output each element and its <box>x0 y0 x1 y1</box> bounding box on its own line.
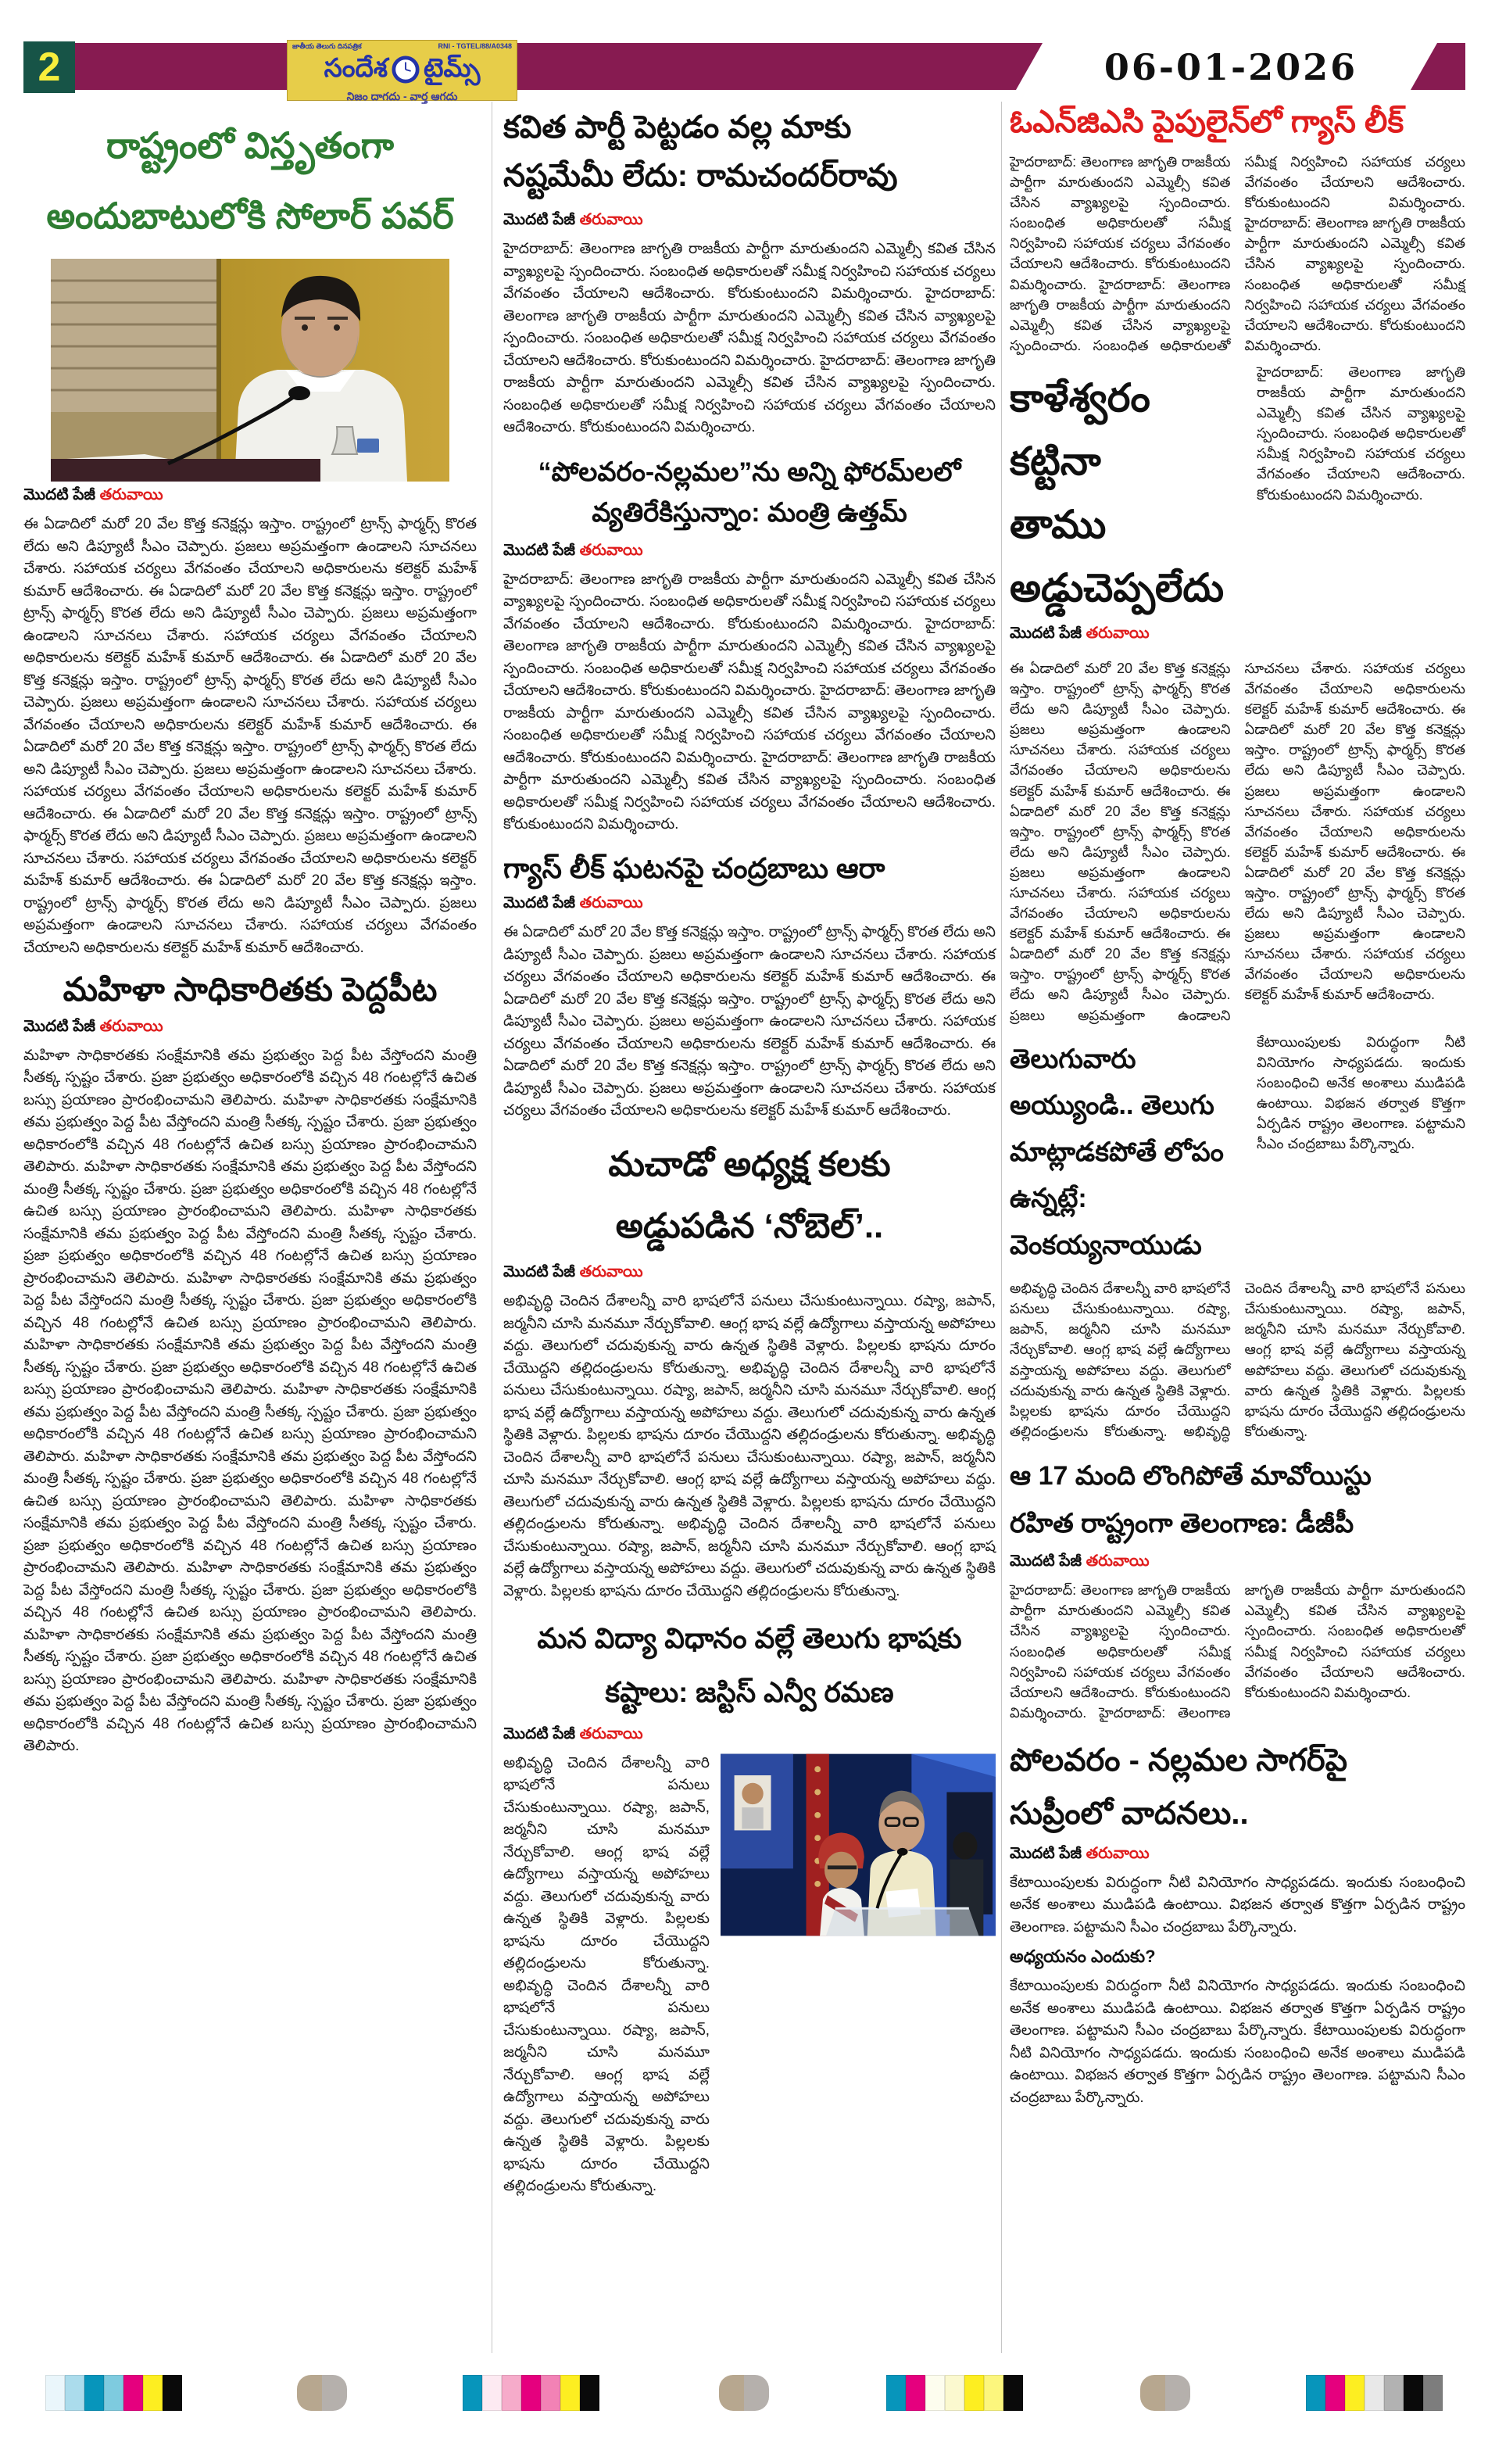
story-body: హైదరాబాద్: తెలంగాణ జాగృతి రాజకీయ పార్టీగా మారుతుందని ఎమ్మెల్సీ కవిత చేసిన వ్యాఖ్యలపై స్పందించారు. సంబంధిత అధికారులతో సమీక్ష నిర్వహించి సహాయక చర్యలు వేగవంతం చేయాలని ఆదేశించారు. కోరుకుంటుందని విమర్శించారు. హైదరాబాద్: తెలంగాణ జాగృతి రాజకీయ పార్టీగా మారుతుందని ఎమ్మెల్సీ కవిత చేసిన వ్యాఖ్యలపై స్పందించారు. సంబంధిత అధికారులతో సమీక్ష నిర్వహించి సహాయక చర్యలు వేగవంతం చేయాలని ఆదేశించారు. కోరుకుంటుందని విమర్శించారు. <box>1010 1582 1465 1721</box>
photo-justice-ramana-speech <box>721 1753 996 2198</box>
story-body: ఈ ఏడాదిలో మరో 20 వేల కొత్త కనెక్షన్లు ఇస్తాం. రాష్ట్రంలో ట్రాన్స్ ఫార్మర్స్ కొరత లేదు అని డిప్యూటీ సీఎం చెప్పారు. ప్రజలు అప్రమత్తంగా ఉండాలని సూచనలు చేశారు. సహాయక చర్యలు వేగవంతం చేయాలని అధికారులను కలెక్టర్ మహేశ్ కుమార్ ఆదేశించారు. ఈ ఏడాదిలో మరో 20 వేల కొత్త కనెక్షన్లు ఇస్తాం. రాష్ట్రంలో ట్రాన్స్ ఫార్మర్స్ కొరత లేదు అని డిప్యూటీ సీఎం చెప్పారు. ప్రజలు అప్రమత్తంగా ఉండాలని సూచనలు చేశారు. సహాయక చర్యలు వేగవంతం చేయాలని అధికారులను కలెక్టర్ మహేశ్ కుమార్ ఆదేశించారు. ఈ ఏడాదిలో మరో 20 వేల కొత్త కనెక్షన్లు ఇస్తాం. రాష్ట్రంలో ట్రాన్స్ ఫార్మర్స్ కొరత లేదు అని డిప్యూటీ సీఎం చెప్పారు. ప్రజలు అప్రమత్తంగా ఉండాలని సూచనలు చేశారు. సహాయక చర్యలు వేగవంతం చేయాలని అధికారులను కలెక్టర్ మహేశ్ కుమార్ ఆదేశించారు. ఈ ఏడాదిలో మరో 20 వేల కొత్త కనెక్షన్లు ఇస్తాం. రాష్ట్రంలో ట్రాన్స్ ఫార్మర్స్ కొరత లేదు అని డిప్యూటీ సీఎం చెప్పారు. ప్రజలు అప్రమత్తంగా ఉండాలని సూచనలు చేశారు. సహాయక చర్యలు వేగవంతం చేయాలని అధికారులను కలెక్టర్ మహేశ్ కుమార్ ఆదేశించారు. ఈ ఏడాదిలో మరో 20 వేల కొత్త కనెక్షన్లు ఇస్తాం. రాష్ట్రంలో ట్రాన్స్ ఫార్మర్స్ కొరత లేదు అని డిప్యూటీ సీఎం చెప్పారు. ప్రజలు అప్రమత్తంగా ఉండాలని సూచనలు చేశారు. సహాయక చర్యలు వేగవంతం చేయాలని అధికారులను కలెక్టర్ మహేశ్ కుమార్ ఆదేశించారు. <box>1010 660 1465 1023</box>
continued-from-page1-tag: మొదటి పేజీ తరువాయి <box>503 1263 643 1281</box>
story-body: కేటాయింపులకు విరుద్ధంగా నీటి వినియోగం సాధ్యపడదు. ఇందుకు సంబంధించి అనేక అంశాలు ముడిపడి ఉంటాయి. విభజన తర్వాత కొత్తగా ఏర్పడిన రాష్ట్రం తెలంగాణ. పట్టామని సీఎం చంద్రబాబు పేర్కొన్నారు. కేటాయింపులకు విరుద్ధంగా నీటి వినియోగం సాధ్యపడదు. ఇందుకు సంబంధించి అనేక అంశాలు ముడిపడి ఉంటాయి. విభజన తర్వాత కొత్తగా ఏర్పడిన రాష్ట్రం తెలంగాణ. పట్టామని సీఎం చంద్రబాబు పేర్కొన్నారు. <box>1010 1978 1465 2106</box>
story-telugu-education <box>503 1612 996 2198</box>
column-right <box>1010 100 1465 2109</box>
photo-deputy-cm-speech <box>51 259 477 482</box>
page-date: 06-01-2026 <box>1103 46 1358 88</box>
headline-venkaiah-telugu: తెలుగువారు అయ్యుండి.. తెలుగు మాట్లాడకపోతే లోపం ఉన్నట్లే: వెంకయ్యనాయుడు <box>1010 1044 1224 1260</box>
story-body: ఈ ఏడాదిలో మరో 20 వేల కొత్త కనెక్షన్లు ఇస్తాం. రాష్ట్రంలో ట్రాన్స్ ఫార్మర్స్ కొరత లేదు అని డిప్యూటీ సీఎం చెప్పారు. ప్రజలు అప్రమత్తంగా ఉండాలని సూచనలు చేశారు. సహాయక చర్యలు వేగవంతం చేయాలని అధికారులను కలెక్టర్ మహేశ్ కుమార్ ఆదేశించారు. ఈ ఏడాదిలో మరో 20 వేల కొత్త కనెక్షన్లు ఇస్తాం. రాష్ట్రంలో ట్రాన్స్ ఫార్మర్స్ కొరత లేదు అని డిప్యూటీ సీఎం చెప్పారు. ప్రజలు అప్రమత్తంగా ఉండాలని సూచనలు చేశారు. సహాయక చర్యలు వేగవంతం చేయాలని అధికారులను కలెక్టర్ మహేశ్ కుమార్ ఆదేశించారు. ఈ ఏడాదిలో మరో 20 వేల కొత్త కనెక్షన్లు ఇస్తాం. రాష్ట్రంలో ట్రాన్స్ ఫార్మర్స్ కొరత లేదు అని డిప్యూటీ సీఎం చెప్పారు. ప్రజలు అప్రమత్తంగా ఉండాలని సూచనలు చేశారు. సహాయక చర్యలు వేగవంతం చేయాలని అధికారులను కలెక్టర్ మహేశ్ కుమార్ ఆదేశించారు. <box>503 924 996 1119</box>
story-kaleshwaram <box>1010 362 1465 1026</box>
headline-kavitha-party: కవిత పార్టీ పెట్టడం వల్ల మాకు నష్టమేమీ లేదు: రామచందర్‌రావు <box>503 110 898 193</box>
story-body: మహిళా సాధికారతకు సంక్షేమానికి తమ ప్రభుత్వం పెద్ద పీట వేస్తోందని మంత్రి సీతక్క స్పష్టం చేశారు. ప్రజా ప్రభుత్వం అధికారంలోకి వచ్చిన 48 గంటల్లోనే ఉచిత బస్సు ప్రయాణం ప్రారంభించామని తెలిపారు. మహిళా సాధికారతకు సంక్షేమానికి తమ ప్రభుత్వం పెద్ద పీట వేస్తోందని మంత్రి సీతక్క స్పష్టం చేశారు. ప్రజా ప్రభుత్వం అధికారంలోకి వచ్చిన 48 గంటల్లోనే ఉచిత బస్సు ప్రయాణం ప్రారంభించామని తెలిపారు. మహిళా సాధికారతకు సంక్షేమానికి తమ ప్రభుత్వం పెద్ద పీట వేస్తోందని మంత్రి సీతక్క స్పష్టం చేశారు. ప్రజా ప్రభుత్వం అధికారంలోకి వచ్చిన 48 గంటల్లోనే ఉచిత బస్సు ప్రయాణం ప్రారంభించామని తెలిపారు. మహిళా సాధికారతకు సంక్షేమానికి తమ ప్రభుత్వం పెద్ద పీట వేస్తోందని మంత్రి సీతక్క స్పష్టం చేశారు. ప్రజా ప్రభుత్వం అధికారంలోకి వచ్చిన 48 గంటల్లోనే ఉచిత బస్సు ప్రయాణం ప్రారంభించామని తెలిపారు. మహిళా సాధికారతకు సంక్షేమానికి తమ ప్రభుత్వం పెద్ద పీట వేస్తోందని మంత్రి సీతక్క స్పష్టం చేశారు. ప్రజా ప్రభుత్వం అధికారంలోకి వచ్చిన 48 గంటల్లోనే ఉచిత బస్సు ప్రయాణం ప్రారంభించామని తెలిపారు. మహిళా సాధికారతకు సంక్షేమానికి తమ ప్రభుత్వం పెద్ద పీట వేస్తోందని మంత్రి సీతక్క స్పష్టం చేశారు. ప్రజా ప్రభుత్వం అధికారంలోకి వచ్చిన 48 గంటల్లోనే ఉచిత బస్సు ప్రయాణం ప్రారంభించామని తెలిపారు. మహిళా సాధికారతకు సంక్షేమానికి తమ ప్రభుత్వం పెద్ద పీట వేస్తోందని మంత్రి సీతక్క స్పష్టం చేశారు. ప్రజా ప్రభుత్వం అధికారంలోకి వచ్చిన 48 గంటల్లోనే ఉచిత బస్సు ప్రయాణం ప్రారంభించామని తెలిపారు. మహిళా సాధికారతకు సంక్షేమానికి తమ ప్రభుత్వం పెద్ద పీట వేస్తోందని మంత్రి సీతక్క స్పష్టం చేశారు. ప్రజా ప్రభుత్వం అధికారంలోకి వచ్చిన 48 గంటల్లోనే ఉచిత బస్సు ప్రయాణం ప్రారంభించామని తెలిపారు. మహిళా సాధికారతకు సంక్షేమానికి తమ ప్రభుత్వం పెద్ద పీట వేస్తోందని మంత్రి సీతక్క స్పష్టం చేశారు. ప్రజా ప్రభుత్వం అధికారంలోకి వచ్చిన 48 గంటల్లోనే ఉచిత బస్సు ప్రయాణం ప్రారంభించామని తెలిపారు. మహిళా సాధికారతకు సంక్షేమానికి తమ ప్రభుత్వం పెద్ద పీట వేస్తోందని మంత్రి సీతక్క స్పష్టం చేశారు. ప్రజా ప్రభుత్వం అధికారంలోకి వచ్చిన 48 గంటల్లోనే ఉచిత బస్సు ప్రయాణం ప్రారంభించామని తెలిపారు. మహిళా సాధికారతకు సంక్షేమానికి తమ ప్రభుత్వం పెద్ద పీట వేస్తోందని మంత్రి సీతక్క స్పష్టం చేశారు. ప్రజా ప్రభుత్వం అధికారంలోకి వచ్చిన 48 గంటల్లోనే ఉచిత బస్సు ప్రయాణం ప్రారంభించామని తెలిపారు. మహిళా సాధికారతకు సంక్షేమానికి తమ ప్రభుత్వం పెద్ద పీట వేస్తోందని మంత్రి సీతక్క స్పష్టం చేశారు. ప్రజా ప్రభుత్వం అధికారంలోకి వచ్చిన 48 గంటల్లోనే ఉచిత బస్సు ప్రయాణం ప్రారంభించామని తెలిపారు. <box>23 1047 477 1755</box>
continued-from-page1-tag: మొదటి పేజీ తరువాయి <box>503 541 643 559</box>
story-maoist-dgp <box>1010 1452 1465 1723</box>
story-body: హైదరాబాద్: తెలంగాణ జాగృతి రాజకీయ పార్టీగా మారుతుందని ఎమ్మెల్సీ కవిత చేసిన వ్యాఖ్యలపై స్పందించారు. సంబంధిత అధికారులతో సమీక్ష నిర్వహించి సహాయక చర్యలు వేగవంతం చేయాలని ఆదేశించారు. కోరుకుంటుందని విమర్శించారు. <box>1257 364 1465 503</box>
masthead-rni-number: RNI - TGTEL/88/A0348 <box>438 42 512 50</box>
subhead-why-study: అధ్యయనం ఎందుకు? <box>1010 1946 1156 1967</box>
continued-from-page1-tag: మొదటి పేజీ తరువాయి <box>23 486 163 504</box>
story-body: అభివృద్ధి చెందిన దేశాలన్నీ వారి భాషలోనే పనులు చేసుకుంటున్నాయి. రష్యా, జపాన్, జర్మనీని చూసి మనమూ నేర్చుకోవాలి. ఆంగ్ల భాష వల్లే ఉద్యోగాలు వస్తాయన్న అపోహలు వద్దు. తెలుగులో చదువుకున్న వారు ఉన్నత స్థితికి వెళ్లారు. పిల్లలకు భాషను దూరం చేయొద్దని తల్లిదండ్రులను కోరుతున్నా. అభివృద్ధి చెందిన దేశాలన్నీ వారి భాషలోనే పనులు చేసుకుంటున్నాయి. రష్యా, జపాన్, జర్మనీని చూసి మనమూ నేర్చుకోవాలి. ఆంగ్ల భాష వల్లే ఉద్యోగాలు వస్తాయన్న అపోహలు వద్దు. తెలుగులో చదువుకున్న వారు ఉన్నత స్థితికి వెళ్లారు. పిల్లలకు భాషను దూరం చేయొద్దని తల్లిదండ్రులను కోరుతున్నా. <box>503 1754 710 2195</box>
registration-marker <box>297 2375 347 2411</box>
story-polavaram-supreme-court <box>1010 1734 1465 2110</box>
page-header <box>23 41 1465 102</box>
story-body: హైదరాబాద్: తెలంగాణ జాగృతి రాజకీయ పార్టీగా మారుతుందని ఎమ్మెల్సీ కవిత చేసిన వ్యాఖ్యలపై స్పందించారు. సంబంధిత అధికారులతో సమీక్ష నిర్వహించి సహాయక చర్యలు వేగవంతం చేయాలని ఆదేశించారు. కోరుకుంటుందని విమర్శించారు. హైదరాబాద్: తెలంగాణ జాగృతి రాజకీయ పార్టీగా మారుతుందని ఎమ్మెల్సీ కవిత చేసిన వ్యాఖ్యలపై స్పందించారు. సంబంధిత అధికారులతో సమీక్ష నిర్వహించి సహాయక చర్యలు వేగవంతం చేయాలని ఆదేశించారు. కోరుకుంటుందని విమర్శించారు. హైదరాబాద్: తెలంగాణ జాగృతి రాజకీయ పార్టీగా మారుతుందని ఎమ్మెల్సీ కవిత చేసిన వ్యాఖ్యలపై స్పందించారు. సంబంధిత అధికారులతో సమీక్ష నిర్వహించి సహాయక చర్యలు వేగవంతం చేయాలని ఆదేశించారు. కోరుకుంటుందని విమర్శించారు. హైదరాబాద్: తెలంగాణ జాగృతి రాజకీయ పార్టీగా మారుతుందని ఎమ్మెల్సీ కవిత చేసిన వ్యాఖ్యలపై స్పందించారు. సంబంధిత అధికారులతో సమీక్ష నిర్వహించి సహాయక చర్యలు వేగవంతం చేయాలని ఆదేశించారు. కోరుకుంటుందని విమర్శించారు. <box>503 571 996 833</box>
column-middle <box>503 100 996 2198</box>
clock-icon <box>392 56 420 88</box>
story-body: అభివృద్ధి చెందిన దేశాలన్నీ వారి భాషలోనే పనులు చేసుకుంటున్నాయి. రష్యా, జపాన్, జర్మనీని చూసి మనమూ నేర్చుకోవాలి. ఆంగ్ల భాష వల్లే ఉద్యోగాలు వస్తాయన్న అపోహలు వద్దు. తెలుగులో చదువుకున్న వారు ఉన్నత స్థితికి వెళ్లారు. పిల్లలకు భాషను దూరం చేయొద్దని తల్లిదండ్రులను కోరుతున్నా. అభివృద్ధి చెందిన దేశాలన్నీ వారి భాషలోనే పనులు చేసుకుంటున్నాయి. రష్యా, జపాన్, జర్మనీని చూసి మనమూ నేర్చుకోవాలి. ఆంగ్ల భాష వల్లే ఉద్యోగాలు వస్తాయన్న అపోహలు వద్దు. తెలుగులో చదువుకున్న వారు ఉన్నత స్థితికి వెళ్లారు. పిల్లలకు భాషను దూరం చేయొద్దని తల్లిదండ్రులను కోరుతున్నా. <box>1010 1280 1465 1439</box>
story-kavitha-party <box>503 103 996 439</box>
continued-from-page1-tag: మొదటి పేజీ తరువాయి <box>23 1017 163 1035</box>
registration-marker <box>1140 2375 1190 2411</box>
headline-machado-nobel: మచాడో అధ్యక్ష కలకు అడ్డుపడిన ‘నోబెల్’.. <box>608 1144 891 1245</box>
continued-from-page1-tag: మొదటి పేజీ తరువాయి <box>1010 1844 1150 1862</box>
headline-solar-power: రాష్ట్రంలో విస్తృతంగా అందుబాటులోకి సోలార్ పవర్ <box>46 125 454 236</box>
continued-from-page1-tag: మొదటి పేజీ తరువాయి <box>1010 1553 1150 1570</box>
story-women-empowerment <box>23 969 477 1758</box>
masthead-tagline: నిజం దాగదు - వార్త ఆగదు <box>346 90 458 102</box>
story-polavaram-forums <box>503 452 996 836</box>
masthead-title-right: టైమ్స్ <box>424 53 481 82</box>
print-color-calibration-bars <box>0 2375 1488 2412</box>
color-swatch-group <box>1306 2375 1443 2411</box>
headline-kaleshwaram: కాళేశ్వరం కట్టినా తాము అడ్డుచెప్పలేదు <box>1010 375 1224 610</box>
color-swatch-group <box>45 2375 182 2411</box>
column-left <box>23 100 477 1758</box>
story-body: కేటాయింపులకు విరుద్ధంగా నీటి వినియోగం సాధ్యపడదు. ఇందుకు సంబంధించి అనేక అంశాలు ముడిపడి ఉంటాయి. విభజన తర్వాత కొత్తగా ఏర్పడిన రాష్ట్రం తెలంగాణ. పట్టామని సీఎం చంద్రబాబు పేర్కొన్నారు. <box>1010 1874 1465 1936</box>
color-swatch-group <box>463 2375 599 2411</box>
story-solar-power <box>23 111 477 959</box>
headline-ongc-gas-leak: ఓఎన్‌జిఎసి పైపులైన్‌లో గ్యాస్ లీక్ <box>1010 105 1404 139</box>
story-gas-leak-chandrababu <box>503 849 996 1123</box>
story-body: ఈ ఏడాదిలో మరో 20 వేల కొత్త కనెక్షన్లు ఇస్తాం. రాష్ట్రంలో ట్రాన్స్ ఫార్మర్స్ కొరత లేదు అని డిప్యూటీ సీఎం చెప్పారు. ప్రజలు అప్రమత్తంగా ఉండాలని సూచనలు చేశారు. సహాయక చర్యలు వేగవంతం చేయాలని అధికారులను కలెక్టర్ మహేశ్ కుమార్ ఆదేశించారు. ఈ ఏడాదిలో మరో 20 వేల కొత్త కనెక్షన్లు ఇస్తాం. రాష్ట్రంలో ట్రాన్స్ ఫార్మర్స్ కొరత లేదు అని డిప్యూటీ సీఎం చెప్పారు. ప్రజలు అప్రమత్తంగా ఉండాలని సూచనలు చేశారు. సహాయక చర్యలు వేగవంతం చేయాలని అధికారులను కలెక్టర్ మహేశ్ కుమార్ ఆదేశించారు. ఈ ఏడాదిలో మరో 20 వేల కొత్త కనెక్షన్లు ఇస్తాం. రాష్ట్రంలో ట్రాన్స్ ఫార్మర్స్ కొరత లేదు అని డిప్యూటీ సీఎం చెప్పారు. ప్రజలు అప్రమత్తంగా ఉండాలని సూచనలు చేశారు. సహాయక చర్యలు వేగవంతం చేయాలని అధికారులను కలెక్టర్ మహేశ్ కుమార్ ఆదేశించారు. ఈ ఏడాదిలో మరో 20 వేల కొత్త కనెక్షన్లు ఇస్తాం. రాష్ట్రంలో ట్రాన్స్ ఫార్మర్స్ కొరత లేదు అని డిప్యూటీ సీఎం చెప్పారు. ప్రజలు అప్రమత్తంగా ఉండాలని సూచనలు చేశారు. సహాయక చర్యలు వేగవంతం చేయాలని అధికారులను కలెక్టర్ మహేశ్ కుమార్ ఆదేశించారు. ఈ ఏడాదిలో మరో 20 వేల కొత్త కనెక్షన్లు ఇస్తాం. రాష్ట్రంలో ట్రాన్స్ ఫార్మర్స్ కొరత లేదు అని డిప్యూటీ సీఎం చెప్పారు. ప్రజలు అప్రమత్తంగా ఉండాలని సూచనలు చేశారు. సహాయక చర్యలు వేగవంతం చేయాలని అధికారులను కలెక్టర్ మహేశ్ కుమార్ ఆదేశించారు. ఈ ఏడాదిలో మరో 20 వేల కొత్త కనెక్షన్లు ఇస్తాం. రాష్ట్రంలో ట్రాన్స్ ఫార్మర్స్ కొరత లేదు అని డిప్యూటీ సీఎం చెప్పారు. ప్రజలు అప్రమత్తంగా ఉండాలని సూచనలు చేశారు. సహాయక చర్యలు వేగవంతం చేయాలని అధికారులను కలెక్టర్ మహేశ్ కుమార్ ఆదేశించారు. <box>23 516 477 956</box>
story-venkaiah-telugu <box>1010 1032 1465 1442</box>
headline-polavaram-supreme-court: పోలవరం - నల్లమల సాగర్‌పై సుప్రీంలో వాదనలు.. <box>1010 1742 1348 1831</box>
headline-women-empowerment: మహిళా సాధికారితకు పెద్దపీట <box>63 971 438 1008</box>
registration-marker <box>719 2375 769 2411</box>
story-body: హైదరాబాద్: తెలంగాణ జాగృతి రాజకీయ పార్టీగా మారుతుందని ఎమ్మెల్సీ కవిత చేసిన వ్యాఖ్యలపై స్పందించారు. సంబంధిత అధికారులతో సమీక్ష నిర్వహించి సహాయక చర్యలు వేగవంతం చేయాలని ఆదేశించారు. కోరుకుంటుందని విమర్శించారు. హైదరాబాద్: తెలంగాణ జాగృతి రాజకీయ పార్టీగా మారుతుందని ఎమ్మెల్సీ కవిత చేసిన వ్యాఖ్యలపై స్పందించారు. సంబంధిత అధికారులతో సమీక్ష నిర్వహించి సహాయక చర్యలు వేగవంతం చేయాలని ఆదేశించారు. కోరుకుంటుందని విమర్శించారు. హైదరాబాద్: తెలంగాణ జాగృతి రాజకీయ పార్టీగా మారుతుందని ఎమ్మెల్సీ కవిత చేసిన వ్యాఖ్యలపై స్పందించారు. సంబంధిత అధికారులతో సమీక్ష నిర్వహించి సహాయక చర్యలు వేగవంతం చేయాలని ఆదేశించారు. కోరుకుంటుందని విమర్శించారు. <box>503 241 996 435</box>
headline-maoist-dgp: ఆ 17 మంది లొంగిపోతే మావోయిస్టు రహిత రాష్ట్రంగా తెలంగాణ: డీజీపీ <box>1010 1460 1372 1539</box>
masthead <box>287 40 517 101</box>
masthead-title-left: సందేశ <box>324 53 388 82</box>
headline-gas-leak-chandrababu: గ్యాస్ లీక్ ఘటనపై చంద్రబాబు ఆరా <box>503 851 885 884</box>
continued-from-page1-tag: మొదటి పేజీ తరువాయి <box>503 1724 643 1742</box>
header-bar-left <box>75 43 1043 90</box>
page-number: 2 <box>23 41 75 93</box>
masthead-edition-line: జాతీయ తెలుగు దినపత్రిక <box>292 42 362 50</box>
story-body: హైదరాబాద్: తెలంగాణ జాగృతి రాజకీయ పార్టీగా మారుతుందని ఎమ్మెల్సీ కవిత చేసిన వ్యాఖ్యలపై స్పందించారు. సంబంధిత అధికారులతో సమీక్ష నిర్వహించి సహాయక చర్యలు వేగవంతం చేయాలని ఆదేశించారు. కోరుకుంటుందని విమర్శించారు. హైదరాబాద్: తెలంగాణ జాగృతి రాజకీయ పార్టీగా మారుతుందని ఎమ్మెల్సీ కవిత చేసిన వ్యాఖ్యలపై స్పందించారు. సంబంధిత అధికారులతో సమీక్ష నిర్వహించి సహాయక చర్యలు వేగవంతం చేయాలని ఆదేశించారు. కోరుకుంటుందని విమర్శించారు. హైదరాబాద్: తెలంగాణ జాగృతి రాజకీయ పార్టీగా మారుతుందని ఎమ్మెల్సీ కవిత చేసిన వ్యాఖ్యలపై స్పందించారు. సంబంధిత అధికారులతో సమీక్ష నిర్వహించి సహాయక చర్యలు వేగవంతం చేయాలని ఆదేశించారు. కోరుకుంటుందని విమర్శించారు. <box>1010 154 1465 353</box>
story-ongc-gas-leak <box>1010 102 1465 356</box>
header-bar-right <box>1411 43 1465 90</box>
story-machado-nobel <box>503 1134 996 1603</box>
headline-polavaram-forums: “పోలవరం-నల్లమల”ను అన్ని ఫోరమ్‌లలో వ్యతిరేకిస్తున్నాం: మంత్రి ఉత్తమ్ <box>538 457 961 528</box>
continued-from-page1-tag: మొదటి పేజీ తరువాయి <box>503 211 643 228</box>
headline-telugu-education: మన విద్యా విధానం వల్లే తెలుగు భాషకు కష్టాలు: జస్టిస్ ఎన్వీ రమణ <box>537 1622 962 1708</box>
story-body: అభివృద్ధి చెందిన దేశాలన్నీ వారి భాషలోనే పనులు చేసుకుంటున్నాయి. రష్యా, జపాన్, జర్మనీని చూసి మనమూ నేర్చుకోవాలి. ఆంగ్ల భాష వల్లే ఉద్యోగాలు వస్తాయన్న అపోహలు వద్దు. తెలుగులో చదువుకున్న వారు ఉన్నత స్థితికి వెళ్లారు. పిల్లలకు భాషను దూరం చేయొద్దని తల్లిదండ్రులను కోరుతున్నా. అభివృద్ధి చెందిన దేశాలన్నీ వారి భాషలోనే పనులు చేసుకుంటున్నాయి. రష్యా, జపాన్, జర్మనీని చూసి మనమూ నేర్చుకోవాలి. ఆంగ్ల భాష వల్లే ఉద్యోగాలు వస్తాయన్న అపోహలు వద్దు. తెలుగులో చదువుకున్న వారు ఉన్నత స్థితికి వెళ్లారు. పిల్లలకు భాషను దూరం చేయొద్దని తల్లిదండ్రులను కోరుతున్నా. అభివృద్ధి చెందిన దేశాలన్నీ వారి భాషలోనే పనులు చేసుకుంటున్నాయి. రష్యా, జపాన్, జర్మనీని చూసి మనమూ నేర్చుకోవాలి. ఆంగ్ల భాష వల్లే ఉద్యోగాలు వస్తాయన్న అపోహలు వద్దు. తెలుగులో చదువుకున్న వారు ఉన్నత స్థితికి వెళ్లారు. పిల్లలకు భాషను దూరం చేయొద్దని తల్లిదండ్రులను కోరుతున్నా. అభివృద్ధి చెందిన దేశాలన్నీ వారి భాషలోనే పనులు చేసుకుంటున్నాయి. రష్యా, జపాన్, జర్మనీని చూసి మనమూ నేర్చుకోవాలి. ఆంగ్ల భాష వల్లే ఉద్యోగాలు వస్తాయన్న అపోహలు వద్దు. తెలుగులో చదువుకున్న వారు ఉన్నత స్థితికి వెళ్లారు. పిల్లలకు భాషను దూరం చేయొద్దని తల్లిదండ్రులను కోరుతున్నా. <box>503 1293 996 1599</box>
column-rule <box>1001 102 1002 2353</box>
color-swatch-group <box>886 2375 1023 2411</box>
continued-from-page1-tag: మొదటి పేజీ తరువాయి <box>503 894 643 912</box>
story-body: కేటాయింపులకు విరుద్ధంగా నీటి వినియోగం సాధ్యపడదు. ఇందుకు సంబంధించి అనేక అంశాలు ముడిపడి ఉంటాయి. విభజన తర్వాత కొత్తగా ఏర్పడిన రాష్ట్రం తెలంగాణ. పట్టామని సీఎం చంద్రబాబు పేర్కొన్నారు. <box>1257 1033 1465 1152</box>
continued-from-page1-tag: మొదటి పేజీ తరువాయి <box>1010 624 1150 642</box>
